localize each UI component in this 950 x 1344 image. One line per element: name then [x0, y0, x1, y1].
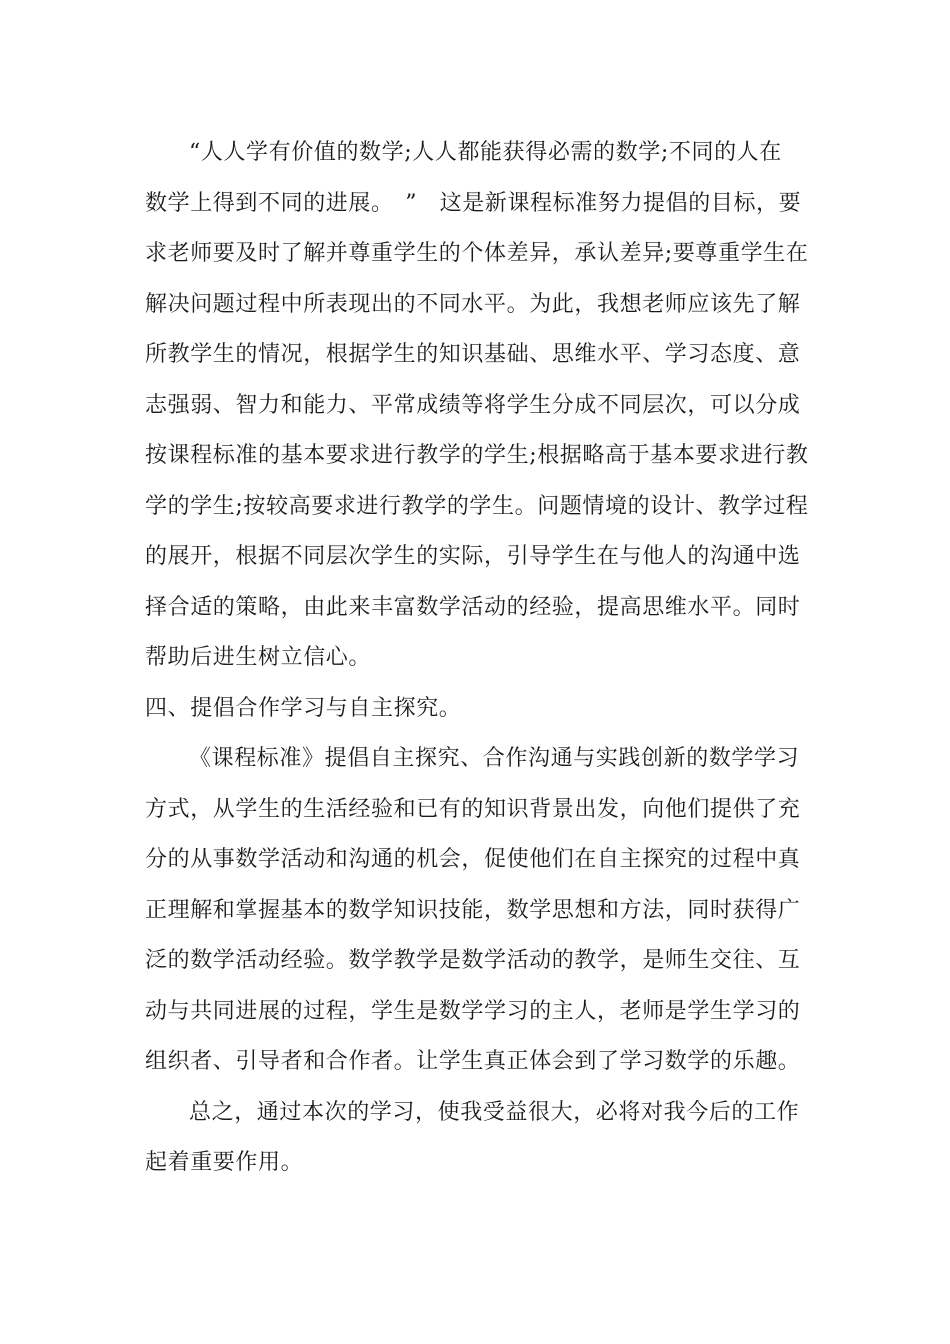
- text-line: 组织者、引导者和合作者。让学生真正体会到了学习数学的乐趣。: [145, 1049, 801, 1074]
- text-line: 按课程标准的基本要求进行教学的学生;根据略高于基本要求进行教: [145, 443, 809, 468]
- text-line: 择合适的策略，由此来丰富数学活动的经验，提高思维水平。同时: [145, 594, 801, 620]
- document-body: [145, 128, 810, 1189]
- text-line: 分的从事数学活动和沟通的机会，促使他们在自主探究的过程中真: [145, 847, 801, 872]
- text-line: 《课程标准》提倡自主探究、合作沟通与实践创新的数学学习: [189, 746, 800, 771]
- text-line: 方式，从学生的生活经验和已有的知识背景出发，向他们提供了充: [145, 796, 801, 822]
- text-line: 起着重要作用。: [145, 1150, 304, 1175]
- text-line: 解决问题过程中所表现出的不同水平。为此，我想老师应该先了解: [145, 291, 801, 317]
- heading-text: 四、提倡合作学习与自主探究。: [145, 695, 462, 721]
- text-line: 动与共同进展的过程，学生是数学学习的主人，老师是学生学习的: [145, 998, 801, 1024]
- text-line: 总之，通过本次的学习，使我受益很大，必将对我今后的工作: [189, 1099, 800, 1125]
- text-line: 志强弱、智力和能力、平常成绩等将学生分成不同层次，可以分成: [145, 392, 801, 418]
- text-line: 正理解和掌握基本的数学知识技能，数学思想和方法，同时获得广: [145, 897, 801, 923]
- paragraph-conclusion: [145, 1088, 810, 1189]
- text-line: 求老师要及时了解并尊重学生的个体差异，承认差异;要尊重学生在: [145, 241, 809, 266]
- text-line: 数学上得到不同的进展。 ” 这是新课程标准努力提倡的目标，要: [145, 190, 802, 216]
- paragraph-learning-goals: [145, 128, 810, 684]
- paragraph-curriculum-standard: [145, 734, 810, 1088]
- text-line: 帮助后进生树立信心。: [145, 645, 372, 670]
- text-line: 泛的数学活动经验。数学教学是数学活动的教学，是师生交往、互: [145, 948, 801, 973]
- section-heading-4: [145, 684, 810, 735]
- text-line: 所教学生的情况，根据学生的知识基础、思维水平、学习态度、意: [145, 342, 801, 367]
- text-line: 的展开，根据不同层次学生的实际，引导学生在与他人的沟通中选: [145, 544, 801, 569]
- text-line: “人人学有价值的数学;人人都能获得必需的数学;不同的人在: [189, 140, 782, 165]
- text-line: 学的学生;按较高要求进行教学的学生。问题情境的设计、教学过程: [145, 493, 809, 519]
